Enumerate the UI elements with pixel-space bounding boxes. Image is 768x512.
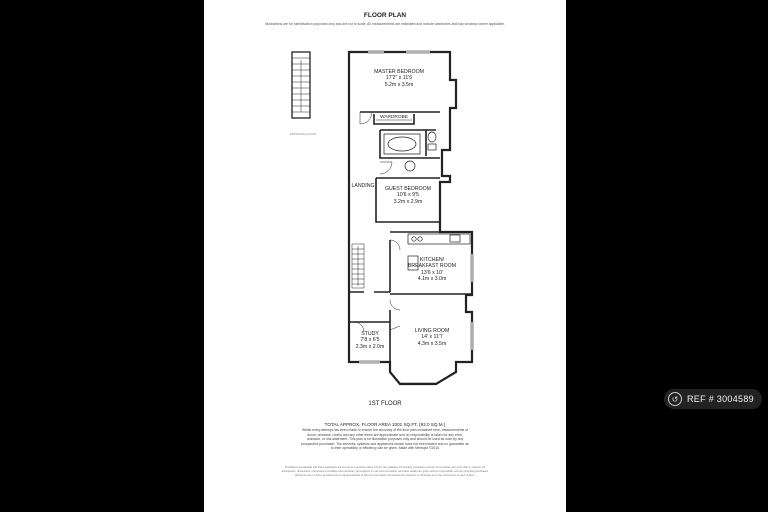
room-size-imperial: 14' x 11'7 <box>421 334 443 341</box>
room-size-metric: 5.2m x 3.5m <box>384 81 414 88</box>
study-label <box>350 331 390 350</box>
floor-plan-sheet <box>204 0 566 512</box>
provider-logo-icon: ↺ <box>668 392 682 406</box>
room-name: MASTER BEDROOM <box>374 69 424 75</box>
guest-bedroom-label <box>380 186 436 205</box>
room-size-imperial: 10'6 x 9'5 <box>397 192 419 199</box>
floor-label: 1ST FLOOR <box>368 401 402 407</box>
measurement-disclaimer: Whilst every attempt has been made to ensure the accuracy of the floor plan contained here, measurements of doors, windows, rooms and any other items are approximate and no responsibility is taken for any error, omission, or mis-statement. This plan is for illustrative purposes only and should be used as such by any prospective purchaser. The services, systems and appliances shown have not been tested and no guarantee as to their operability or efficiency can be given. Made with Metropix ©2016 <box>301 428 469 451</box>
kitchen-label <box>400 257 464 283</box>
reference-watermark <box>664 389 762 409</box>
room-size-imperial: 13'6 x 10' <box>421 269 443 276</box>
room-name: STUDY <box>361 331 379 337</box>
room-name-line2: BREAKFAST ROOM <box>407 263 457 270</box>
exterior-staircase <box>292 52 310 118</box>
room-size-imperial: 7'8 x 6'5 <box>360 337 380 344</box>
room-size-metric: 4.1m x 3.0m <box>417 276 447 283</box>
legal-disclaimer: Purchasers are advised that these particulars are set out as a general outline only for the guidance of intending purchasers and do not constitute part of an offer or contract. All descriptions, dimensions, references to condition and necessary permissions for use and occupation, and other details are given without responsibility and any intending purchasers should not rely on them as statements or representations of fact but must satisfy themselves by inspection or otherwise as to the correctness of each of them. <box>281 466 489 477</box>
reference-number: REF # 3004589 <box>687 394 754 404</box>
header-disclaimer: Illustrations are for identification purposes only and are not to scale. All measurements are estimates and include wardrobes and bay windows where applicable. <box>265 22 505 26</box>
entrance-label: ENTRANCE FLOOR <box>290 132 316 136</box>
room-size-metric: 2.3m x 2.0m <box>355 343 385 350</box>
living-room-label <box>400 328 464 347</box>
room-name: KITCHEN/ <box>419 257 445 263</box>
landing-label: LANDING <box>351 183 375 189</box>
page-title: FLOOR PLAN <box>363 12 407 19</box>
total-area: TOTAL APPROX. FLOOR AREA 1001 SQ.FT. (93.0 SQ.M.) <box>324 422 446 427</box>
wardrobe-label: WARDROBE <box>379 115 409 120</box>
interior-staircase <box>352 244 364 288</box>
room-size-metric: 4.3m x 3.5m <box>417 340 447 347</box>
room-name: GUEST BEDROOM <box>384 186 432 192</box>
room-name: LIVING ROOM <box>414 328 450 334</box>
room-size-metric: 3.2m x 2.9m <box>393 198 423 205</box>
master-bedroom-label <box>359 69 439 88</box>
room-size-imperial: 17'2" x 11'6 <box>385 75 413 82</box>
